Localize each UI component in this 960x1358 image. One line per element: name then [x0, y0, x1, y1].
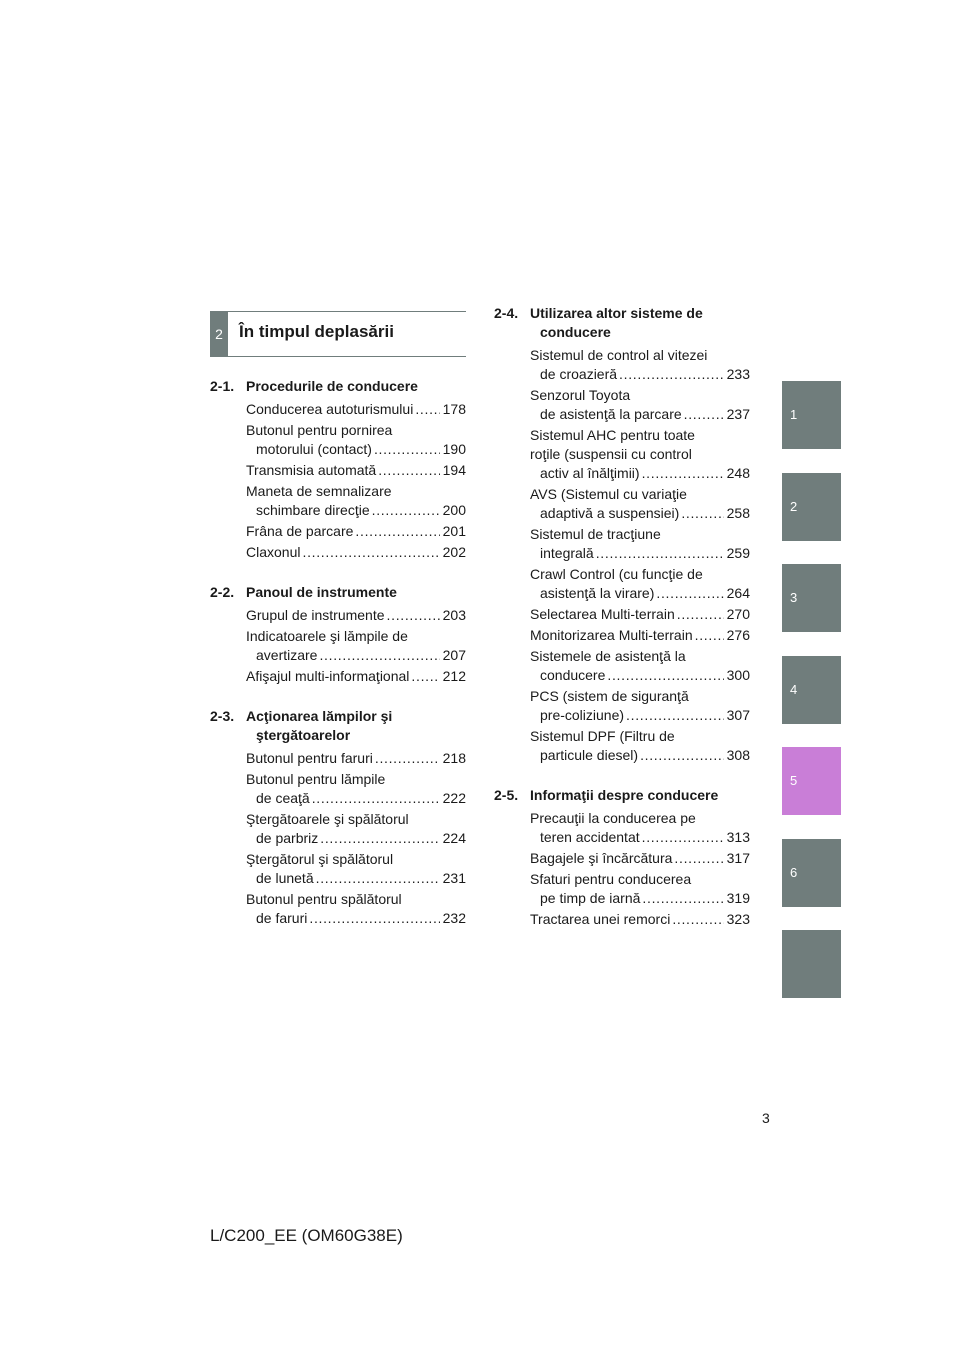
entry-leader-row — [530, 666, 750, 685]
entry-text-line: Monitorizarea Multi-terrain — [530, 627, 693, 643]
toc-entry[interactable] — [494, 626, 750, 645]
entry-text-line: activ al înălţimii) — [540, 465, 640, 481]
entry-leader-row — [530, 828, 750, 847]
dot-leader — [681, 504, 723, 523]
entry-text-line: Transmisia automată — [246, 462, 377, 478]
dot-leader — [640, 746, 724, 765]
dot-leader — [375, 749, 440, 768]
entry-leader-row — [246, 440, 466, 459]
section-heading — [494, 304, 750, 342]
entry-page-number: 203 — [442, 607, 466, 623]
toc-section — [494, 786, 750, 929]
toc-entry[interactable] — [210, 770, 466, 808]
entry-text-line: de croazieră — [540, 366, 618, 382]
toc-entry[interactable] — [494, 485, 750, 523]
entry-page-number: 308 — [726, 747, 750, 763]
entry-leader-row — [246, 829, 466, 848]
entry-text-line: Frâna de parcare — [246, 523, 354, 539]
entry-text-line: motorului (contact) — [256, 441, 372, 457]
toc-entry[interactable] — [494, 809, 750, 847]
section-title-line: ştergătoarelor — [256, 727, 351, 743]
entry-text-line: roţile (suspensii cu control — [530, 446, 692, 462]
entry-text-line: PCS (sistem de siguranţă — [530, 688, 689, 704]
entry-text-line: Grupul de instrumente — [246, 607, 385, 623]
section-title — [530, 304, 750, 342]
entry-leader-row — [530, 849, 750, 868]
chapter-number: 2 — [210, 311, 228, 357]
toc-entry[interactable] — [494, 565, 750, 603]
dot-leader — [642, 889, 723, 908]
entry-text-line: avertizare — [256, 647, 318, 663]
entry-page-number: 317 — [726, 850, 750, 866]
toc-section — [210, 377, 466, 562]
entry-page-number: 248 — [726, 465, 750, 481]
entry-leader-row — [530, 605, 750, 624]
chapter-tab-label: 5 — [790, 773, 798, 788]
section-title-line: Utilizarea altor sisteme de — [530, 305, 703, 321]
chapter-tab-3[interactable] — [782, 564, 841, 632]
entry-text-line: Butonul pentru pornirea — [246, 422, 393, 438]
dot-leader — [374, 440, 440, 459]
entry-leader-row — [530, 706, 750, 725]
entry-text-line: integrală — [540, 545, 594, 561]
entry-page-number: 319 — [726, 890, 750, 906]
entry-leader-row — [530, 365, 750, 384]
dot-leader — [677, 605, 724, 624]
entry-text-line: Selectarea Multi-terrain — [530, 606, 675, 622]
toc-column-right — [494, 304, 750, 950]
section-number: 2-1. — [210, 378, 235, 394]
toc-entry[interactable] — [494, 605, 750, 624]
toc-entry[interactable] — [210, 482, 466, 520]
entry-leader-row — [246, 749, 466, 768]
dot-leader — [642, 464, 724, 483]
entry-text-line: Sistemul de tracţiune — [530, 526, 661, 542]
entry-text-line: Afişajul multi-informaţional — [246, 668, 410, 684]
entry-page-number: 259 — [726, 545, 750, 561]
section-number: 2-2. — [210, 584, 235, 600]
entry-leader-row — [530, 584, 750, 603]
entry-text-line: Sistemele de asistenţă la — [530, 648, 686, 664]
entry-page-number: 270 — [726, 606, 750, 622]
entry-page-number: 323 — [726, 911, 750, 927]
entry-page-number: 207 — [442, 647, 466, 663]
entry-text-line: pe timp de iarnă — [540, 890, 641, 906]
entry-leader-row — [246, 461, 466, 480]
header-rule-top — [228, 311, 466, 312]
entry-page-number: 313 — [726, 829, 750, 845]
dot-leader — [378, 461, 439, 480]
dot-leader — [619, 365, 724, 384]
dot-leader — [319, 646, 439, 665]
entry-text-line: particule diesel) — [540, 747, 639, 763]
entry-page-number: 224 — [442, 830, 466, 846]
entry-page-number: 232 — [442, 910, 466, 926]
entry-leader-row — [246, 646, 466, 665]
dot-leader — [656, 584, 723, 603]
entry-text-line: Butonul pentru spălătorul — [246, 891, 402, 907]
entry-leader-row — [246, 501, 466, 520]
dot-leader — [626, 706, 724, 725]
entry-text-line: Sistemul de control al vitezei — [530, 347, 708, 363]
entry-text-line: Sfaturi pentru conducerea — [530, 871, 692, 887]
entry-leader-row — [246, 543, 466, 562]
entry-text-line: de faruri — [256, 910, 308, 926]
entry-text-line: asistenţă la virare) — [540, 585, 655, 601]
chapter-tab-6[interactable] — [782, 839, 841, 907]
entry-page-number: 233 — [726, 366, 750, 382]
entry-text-line: Butonul pentru lămpile — [246, 771, 386, 787]
chapter-tab-label: 2 — [790, 498, 798, 514]
toc-entry[interactable] — [210, 749, 466, 768]
chapter-header — [210, 311, 466, 357]
toc-entry[interactable] — [494, 727, 750, 765]
chapter-tab-index[interactable] — [782, 930, 841, 998]
toc-entry[interactable] — [210, 522, 466, 541]
chapter-tab-2[interactable] — [782, 473, 841, 541]
entry-page-number: 222 — [442, 790, 466, 806]
toc-entry[interactable] — [210, 543, 466, 562]
entry-leader-row — [246, 606, 466, 625]
chapter-tab-label: 3 — [790, 590, 798, 605]
entry-text-line: de asistenţă la parcare — [540, 406, 682, 422]
entry-leader-row — [530, 626, 750, 645]
entry-text-line: schimbare direcţie — [256, 502, 370, 518]
entry-text-line: Precauţii la conducerea pe — [530, 810, 696, 826]
entry-page-number: 202 — [442, 544, 466, 560]
toc-section — [210, 707, 466, 928]
chapter-tab-1[interactable] — [782, 381, 841, 449]
entry-page-number: 276 — [726, 627, 750, 643]
section-heading — [210, 707, 466, 745]
toc-entry[interactable] — [494, 386, 750, 424]
toc-entry[interactable] — [494, 426, 750, 483]
entry-leader-row — [246, 522, 466, 541]
toc-entry[interactable] — [210, 421, 466, 459]
dot-leader — [312, 789, 440, 808]
section-title — [246, 707, 466, 745]
entry-text-line: Sistemul AHC pentru toate — [530, 427, 695, 443]
dot-leader — [411, 667, 439, 686]
entry-text-line: Maneta de semnalizare — [246, 483, 392, 499]
section-heading — [210, 377, 466, 396]
toc-entry[interactable] — [210, 810, 466, 848]
dot-leader — [309, 909, 439, 928]
chapter-tab-label: 1 — [790, 407, 798, 422]
entry-page-number: 258 — [726, 505, 750, 521]
entry-leader-row — [530, 504, 750, 523]
entry-text-line: Ştergătorul şi spălătorul — [246, 851, 394, 867]
toc-section — [494, 304, 750, 765]
entry-page-number: 307 — [726, 707, 750, 723]
toc-entry[interactable] — [210, 461, 466, 480]
toc-entry[interactable] — [210, 667, 466, 686]
section-title-line: conducere — [540, 324, 611, 340]
section-heading — [210, 583, 466, 602]
section-title-line: Procedurile de conducere — [246, 378, 418, 394]
dot-leader — [355, 522, 439, 541]
chapter-tab-5[interactable] — [782, 747, 841, 815]
entry-page-number: 218 — [442, 750, 466, 766]
section-number: 2-4. — [494, 305, 519, 321]
toc-entry[interactable] — [494, 870, 750, 908]
dot-leader — [372, 501, 440, 520]
toc-entry[interactable] — [210, 606, 466, 625]
dot-leader — [596, 544, 724, 563]
toc-entry[interactable] — [494, 849, 750, 868]
toc-section — [210, 583, 466, 686]
entry-leader-row — [246, 789, 466, 808]
entry-page-number: 237 — [726, 406, 750, 422]
entry-text-line: Senzorul Toyota — [530, 387, 631, 403]
dot-leader — [316, 869, 440, 888]
entry-text-line: Indicatoarele şi lămpile de — [246, 628, 408, 644]
entry-leader-row — [246, 667, 466, 686]
dot-leader — [607, 666, 723, 685]
entry-page-number: 300 — [726, 667, 750, 683]
toc-entry[interactable] — [494, 346, 750, 384]
chapter-title: În timpul deplasării — [239, 322, 394, 341]
entry-text-line: conducere — [540, 667, 606, 683]
dot-leader — [387, 606, 440, 625]
entry-page-number: 194 — [442, 462, 466, 478]
toc-entry[interactable] — [494, 525, 750, 563]
dot-leader — [695, 626, 724, 645]
entry-text-line: Sistemul DPF (Filtru de — [530, 728, 675, 744]
entry-leader-row — [530, 464, 750, 483]
entry-text-line: Bagajele şi încărcătura — [530, 850, 673, 866]
entry-text-line: Crawl Control (cu funcţie de — [530, 566, 703, 582]
entry-text-line: AVS (Sistemul cu variaţie — [530, 486, 687, 502]
entry-text-line: de lunetă — [256, 870, 314, 886]
entry-text-line: de ceaţă — [256, 790, 310, 806]
chapter-side-tabs — [782, 381, 841, 1022]
section-title-line: Panoul de instrumente — [246, 584, 397, 600]
entry-text-line: teren accidentat — [540, 829, 640, 845]
entry-leader-row — [530, 910, 750, 929]
chapter-tab-label: 4 — [790, 681, 798, 697]
dot-leader — [642, 828, 724, 847]
section-number: 2-5. — [494, 787, 519, 803]
entry-leader-row — [530, 405, 750, 424]
entry-text-line: Conducerea autoturismului — [246, 401, 414, 417]
toc-entry[interactable] — [210, 627, 466, 665]
dot-leader — [674, 849, 723, 868]
section-heading — [494, 786, 750, 805]
entry-page-number: 231 — [442, 870, 466, 886]
toc-entry[interactable] — [210, 850, 466, 888]
section-number: 2-3. — [210, 708, 235, 724]
toc-column-left — [210, 377, 466, 949]
section-title-line: Acţionarea lămpilor şi — [246, 708, 393, 724]
dot-leader — [320, 829, 439, 848]
dot-leader — [415, 400, 439, 419]
entry-text-line: Butonul pentru faruri — [246, 750, 373, 766]
section-title — [530, 786, 750, 805]
toc-entry[interactable] — [494, 647, 750, 685]
header-rule-bottom — [228, 356, 466, 357]
toc-entry[interactable] — [210, 400, 466, 419]
entry-leader-row — [246, 909, 466, 928]
entry-leader-row — [530, 746, 750, 765]
dot-leader — [684, 405, 724, 424]
entry-leader-row — [530, 544, 750, 563]
entry-text-line: de parbriz — [256, 830, 319, 846]
toc-entry[interactable] — [494, 687, 750, 725]
entry-leader-row — [246, 400, 466, 419]
chapter-tab-4[interactable] — [782, 656, 841, 724]
entry-page-number: 200 — [442, 502, 466, 518]
chapter-tab-label: 6 — [790, 864, 798, 880]
entry-text-line: pre-coliziune) — [540, 707, 625, 723]
entry-text-line: adaptivă a suspensiei) — [540, 505, 680, 521]
toc-entry[interactable] — [494, 910, 750, 929]
entry-text-line: Tractarea unei remorci — [530, 911, 671, 927]
entry-leader-row — [530, 889, 750, 908]
section-title — [246, 583, 466, 602]
entry-leader-row — [246, 869, 466, 888]
entry-page-number: 212 — [442, 668, 466, 684]
entry-page-number: 178 — [442, 401, 466, 417]
dot-leader — [302, 543, 439, 562]
entry-page-number: 201 — [442, 523, 466, 539]
toc-entry[interactable] — [210, 890, 466, 928]
dot-leader — [672, 910, 723, 929]
entry-text-line: Ştergătoarele şi spălătorul — [246, 811, 409, 827]
page-number: 3 — [762, 1110, 770, 1126]
entry-page-number: 190 — [442, 441, 466, 457]
entry-text-line: Claxonul — [246, 544, 301, 560]
section-title-line: Informaţii despre conducere — [530, 787, 719, 803]
section-title — [246, 377, 466, 396]
entry-page-number: 264 — [726, 585, 750, 601]
footer-code: L/C200_EE (OM60G38E) — [210, 1226, 403, 1245]
